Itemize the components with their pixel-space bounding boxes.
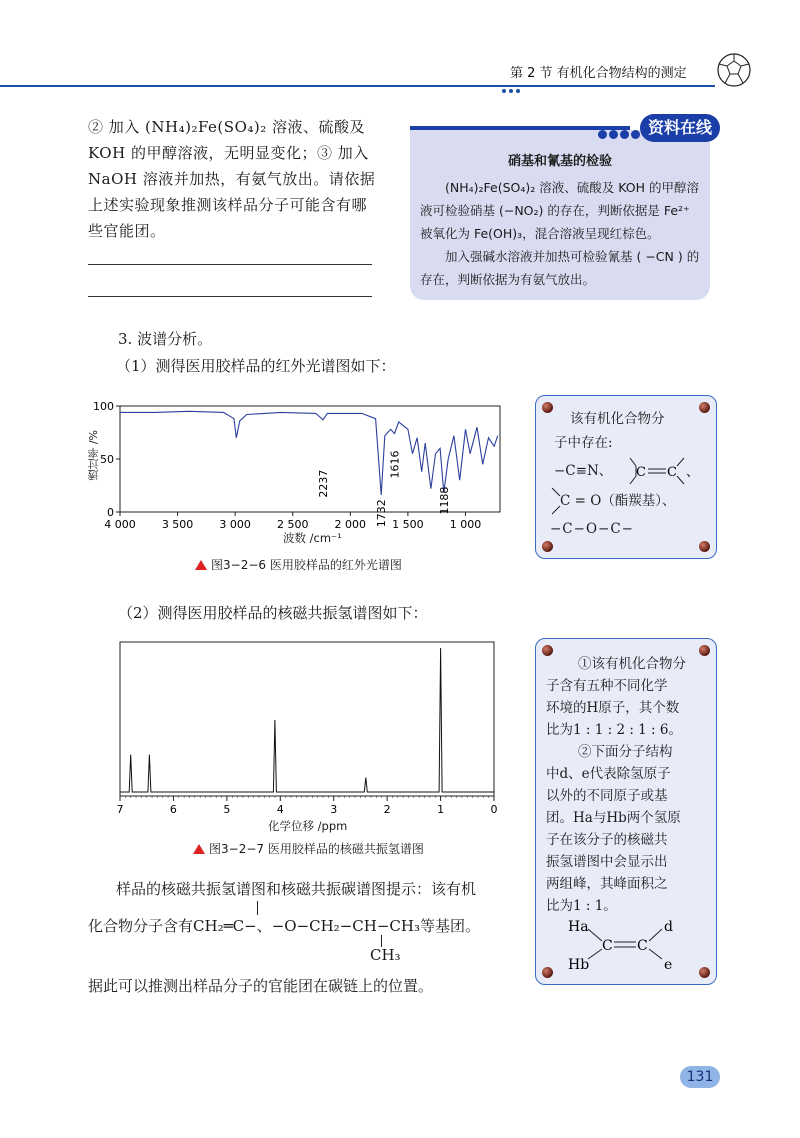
nmr-intro: （2）测得医用胶样品的核磁共振氢谱图如下： [118, 604, 428, 622]
nmr-side-line: 比为1 : 1。 [546, 898, 617, 914]
nmr-caption [193, 840, 424, 857]
ir-ytick-label: 50 [100, 453, 114, 466]
fullerene-icon [716, 52, 752, 88]
svg-text:C: C [636, 465, 646, 480]
ir-xtick-label: 1 500 [392, 518, 424, 531]
svg-text:C: C [602, 938, 613, 954]
nmr-side-line: 中d、e代表除氢原子 [546, 766, 671, 782]
ir-ytick-label: 100 [93, 400, 114, 413]
page-number: 131 [680, 1066, 720, 1088]
section-title: 3. 波谱分析。 [118, 330, 213, 348]
ir-xtick-label: 2 500 [276, 518, 309, 531]
nmr-side-line: 子在该分子的核磁共 [546, 832, 668, 848]
nmr-xtick-label: 5 [223, 803, 231, 816]
corner-ball-icon [542, 541, 553, 552]
ir-xtick-label: 3 500 [161, 518, 194, 531]
ch3-branch: CH₃ [370, 946, 401, 964]
svg-text:C: C [667, 465, 677, 480]
nmr-side-box [535, 638, 717, 985]
ir-intro: （1）测得医用胶样品的红外光谱图如下： [116, 357, 396, 375]
question-line: 些官能团。 [88, 222, 166, 240]
ir-side-box [535, 395, 717, 559]
nmr-xlabel: 化学位移 /ppm [268, 819, 348, 833]
ir-peak-label: 1616 [388, 450, 402, 479]
nmr-side-line: 振氢谱图中会显示出 [546, 854, 668, 870]
header-rule [0, 85, 715, 87]
vinylidene-group: CH₂═C− [193, 917, 257, 935]
alkene-group-icon [626, 454, 710, 488]
caption-triangle-icon [193, 844, 205, 854]
bottom-sep: 、 [256, 917, 272, 935]
nmr-xtick-label: 0 [490, 803, 498, 816]
nmr-side-line: 环境的H原子，其个数 [546, 700, 680, 716]
ir-xtick-label: 4 000 [104, 518, 136, 531]
corner-ball-icon [699, 967, 710, 978]
ir-peak-label: 2237 [317, 469, 331, 498]
nmr-caption-text: 图3−2−7 医用胶样品的核磁共振氢谱图 [209, 842, 424, 856]
nmr-plot-frame [120, 642, 494, 796]
nitrile-group: −C≡N、 [554, 463, 613, 479]
hb-label: Hb [568, 957, 590, 973]
corner-ball-icon [542, 967, 553, 978]
nmr-side-line: 团。Ha与Hb两个氢原 [546, 810, 681, 826]
bottom-line-3: 据此可以推测出样品分子的官能团在碳链上的位置。 [88, 977, 434, 995]
ir-ytick-label: 0 [107, 506, 114, 519]
ir-caption [195, 556, 402, 573]
nmr-spectrum-chart [110, 638, 510, 818]
ir-xtick-label: 1 000 [449, 518, 482, 531]
ir-xtick-label: 2 000 [334, 518, 367, 531]
nmr-xtick-label: 6 [169, 803, 177, 816]
nmr-xtick-label: 1 [437, 803, 445, 816]
ir-peak-label: 1188 [437, 486, 451, 515]
svg-text:、: 、 [686, 465, 700, 480]
ir-side-line: 子中存在: [554, 435, 613, 451]
info-body [420, 176, 702, 291]
question-line: 上述实验现象推测该样品分子可能含有哪 [88, 196, 368, 214]
corner-ball-icon [542, 402, 553, 413]
ir-caption-text: 图3−2−6 医用胶样品的红外光谱图 [211, 558, 402, 572]
corner-ball-icon [699, 402, 710, 413]
answer-line [88, 264, 372, 265]
bottom-line-2 [88, 915, 480, 936]
d-label: d [664, 919, 673, 935]
info-para: (NH₄)₂Fe(SO₄)₂ 溶液、硫酸及 KOH 的甲醇溶液可检验硝基 (−NO₂) 的存在，判断依据是 Fe²⁺ 被氧化为 Fe(OH)₃，混合溶液呈现红棕色。 [420, 180, 699, 241]
nmr-side-para1 [546, 653, 710, 917]
nmr-side-line: 两组峰，其峰面积之 [546, 876, 668, 892]
ir-peak-label: 1732 [375, 499, 389, 528]
info-badge: 资料在线 [640, 114, 720, 142]
alkene-structure-diagram [566, 917, 686, 973]
ether-group: −C−O−C− [550, 521, 634, 537]
question-text [88, 114, 376, 244]
ir-ylabel: 透过率 /% [87, 430, 100, 481]
question-line: ② 加入 (NH₄)₂Fe(SO₄)₂ 溶液、硫酸及 [88, 118, 366, 136]
ir-side-line: 该有机化合物分 [570, 411, 665, 427]
svg-text:C: C [637, 938, 648, 954]
ester-carbonyl-group: C = O（酯羰基）、 [560, 493, 676, 509]
question-line: KOH 的甲醇溶液，无明显变化；③ 加入 [88, 144, 369, 162]
nmr-xtick-label: 7 [116, 803, 124, 816]
bottom-line-1: 样品的核磁共振氢谱图和核磁共振碳谱图提示：该有机 [116, 880, 477, 898]
nmr-side-line: 比为1 : 1 : 2 : 1 : 6。 [546, 722, 682, 738]
nmr-xtick-label: 4 [276, 803, 284, 816]
info-heading: 硝基和氰基的检验 [507, 154, 612, 169]
bottom-text: 化合物分子含有 [88, 917, 194, 935]
nmr-side-line: ①该有机化合物分 [578, 656, 686, 672]
caption-triangle-icon [195, 560, 207, 570]
nmr-side-line: 以外的不同原子或基 [546, 788, 668, 804]
bottom-text: 等基团。 [419, 917, 480, 935]
info-box-bar [410, 126, 630, 130]
ir-xtick-label: 3 000 [219, 518, 251, 531]
isobutoxy-group: −O−CH₂−CH−CH₃ [271, 917, 420, 935]
info-box-dots [598, 124, 642, 143]
nmr-xtick-label: 3 [330, 803, 338, 816]
answer-line [88, 296, 372, 297]
ha-label: Ha [568, 919, 589, 935]
header-title: 第 2 节 有机化合物结构的测定 [510, 66, 687, 81]
nmr-xtick-label: 2 [383, 803, 391, 816]
info-para: 加入强碱水溶液并加热可检验氰基 ( −CN ) 的存在，判断依据为有氨气放出。 [420, 249, 700, 287]
nmr-side-line: ②下面分子结构 [578, 744, 673, 760]
nmr-side-line: 子含有五种不同化学 [546, 678, 668, 694]
e-label: e [664, 957, 673, 973]
ir-xlabel: 波数 /cm⁻¹ [283, 531, 342, 545]
corner-ball-icon [699, 541, 710, 552]
question-line: NaOH 溶液并加热，有氨气放出。请依据 [88, 170, 376, 188]
